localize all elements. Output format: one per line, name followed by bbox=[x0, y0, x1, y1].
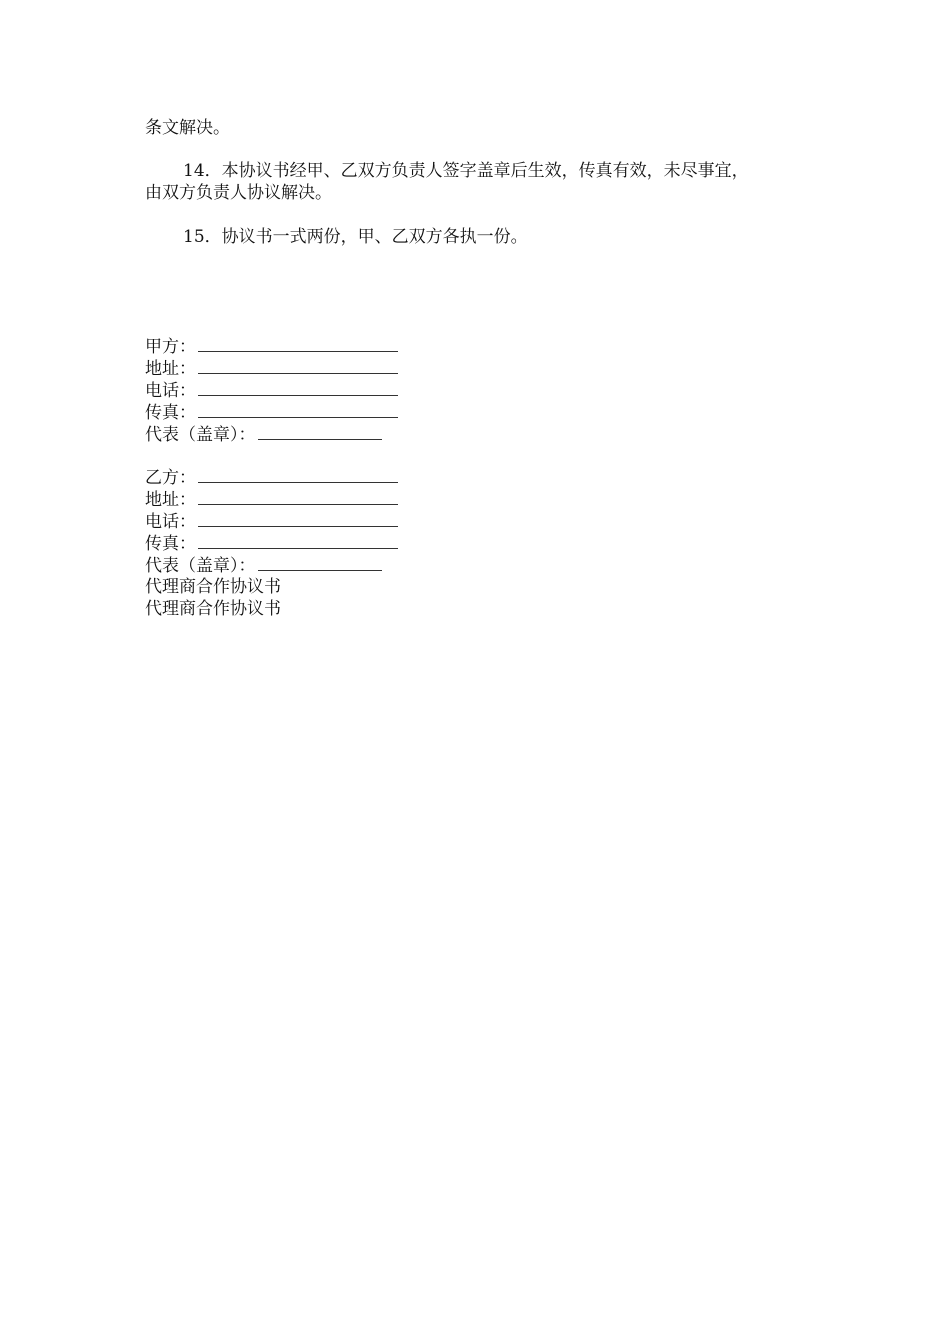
party-a-address-blank[interactable] bbox=[198, 357, 398, 374]
party-b-rep-blank[interactable] bbox=[258, 554, 382, 571]
clause-14-line-2: 由双方负责人协议解决。 bbox=[145, 183, 332, 203]
footer-title-1 bbox=[145, 576, 398, 598]
party-b-name-blank[interactable] bbox=[198, 466, 398, 483]
party-a-label: 甲方： bbox=[145, 337, 196, 357]
party-a-address-row bbox=[145, 357, 398, 379]
party-b-fax-row bbox=[145, 532, 398, 554]
party-a-phone-row bbox=[145, 379, 398, 401]
party-b-phone-row bbox=[145, 510, 398, 532]
party-a-name-row bbox=[145, 335, 398, 357]
party-a-rep-blank[interactable] bbox=[258, 423, 382, 440]
party-b-phone-blank[interactable] bbox=[198, 510, 398, 527]
party-b-rep-row bbox=[145, 554, 398, 576]
party-b-phone-label: 电话： bbox=[145, 512, 196, 532]
party-b-label: 乙方： bbox=[145, 468, 196, 488]
party-b-name-row bbox=[145, 466, 398, 488]
party-b-fax-blank[interactable] bbox=[198, 532, 398, 549]
party-b-rep-label: 代表（盖章）： bbox=[145, 556, 256, 576]
party-a-rep-label: 代表（盖章）： bbox=[145, 425, 256, 445]
party-b-address-label: 地址： bbox=[145, 490, 196, 510]
clause-14-line-1: 14．本协议书经甲、乙双方负责人签字盖章后生效，传真有效，未尽事宜， bbox=[183, 161, 749, 181]
footer-title-2 bbox=[145, 598, 398, 620]
party-a-phone-blank[interactable] bbox=[198, 379, 398, 396]
clause-15: 15．协议书一式两份，甲、乙双方各执一份。 bbox=[183, 227, 528, 247]
party-a-address-label: 地址： bbox=[145, 359, 196, 379]
party-a-fax-row bbox=[145, 401, 398, 423]
party-b-signature-block bbox=[145, 466, 398, 620]
party-a-rep-row bbox=[145, 423, 398, 445]
party-a-fax-label: 传真： bbox=[145, 403, 196, 423]
party-b-fax-label: 传真： bbox=[145, 534, 196, 554]
party-a-signature-block bbox=[145, 335, 398, 445]
party-a-name-blank[interactable] bbox=[198, 335, 398, 352]
party-b-address-blank[interactable] bbox=[198, 488, 398, 505]
party-a-fax-blank[interactable] bbox=[198, 401, 398, 418]
footer-title-2-text: 代理商合作协议书 bbox=[145, 599, 281, 619]
party-a-phone-label: 电话： bbox=[145, 381, 196, 401]
party-b-address-row bbox=[145, 488, 398, 510]
paragraph-continuation: 条文解决。 bbox=[145, 118, 230, 138]
footer-title-1-text: 代理商合作协议书 bbox=[145, 577, 281, 597]
